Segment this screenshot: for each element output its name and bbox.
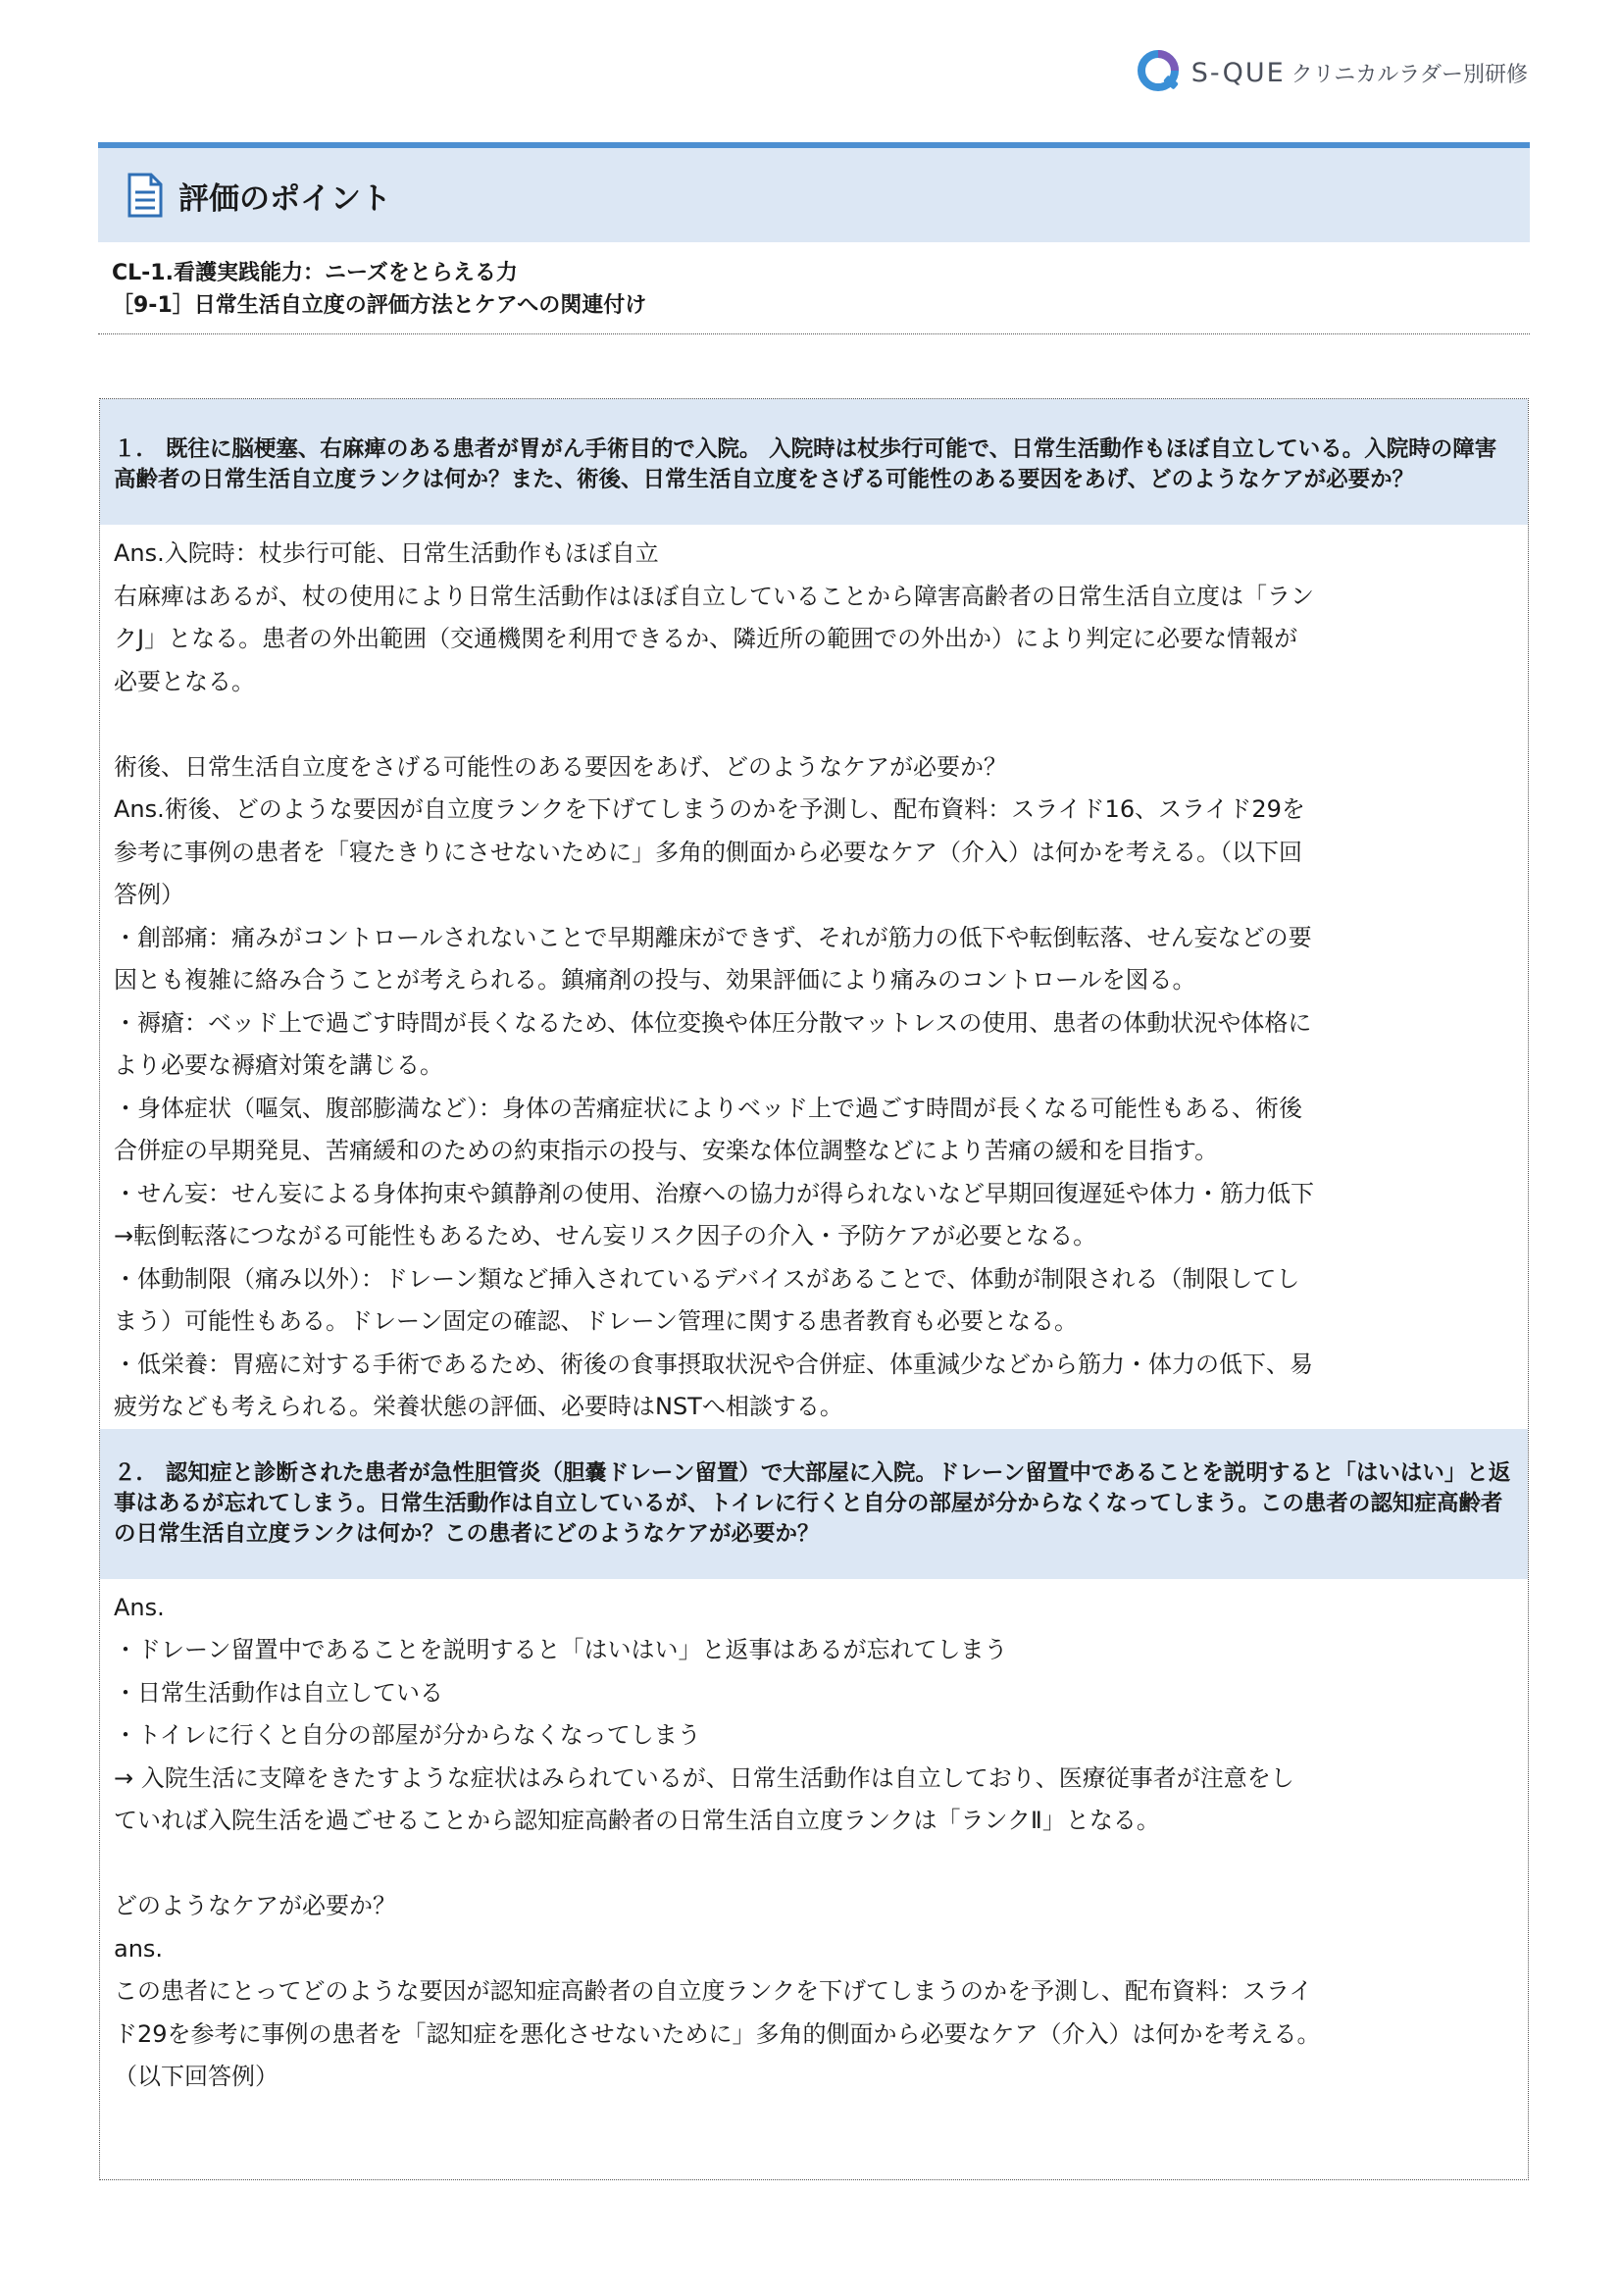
answer-line: 因とも複雑に絡み合うことが考えられる。鎮痛剤の投与、効果評価により痛みのコントロールを図る。 <box>114 966 1196 994</box>
course-line-1: CL-1.看護実践能力：ニーズをとらえる力 <box>112 261 518 285</box>
question-1: １． 既往に脳梗塞、右麻痺のある患者が胃がん手術目的で入院。 入院時は杖歩行可能で、日常生活動作もほぼ自立している。入院時の障害高齢者の日常生活自立度ランクは何か？また、術後、日常生活自立度をさげる可能性のある要因をあげ、どのようなケアが必要か？ <box>100 399 1528 525</box>
answer-line: より必要な褥瘡対策を講じる。 <box>114 1051 443 1079</box>
answer-line: 合併症の早期発見、苦痛緩和のための約束指示の投与、安楽な体位調整などにより苦痛の緩和を目指す。 <box>114 1137 1219 1164</box>
answer-2 <box>100 1579 1528 2099</box>
qa-box <box>99 398 1529 2180</box>
answer-line: 必要となる。 <box>114 667 255 695</box>
answer-line: →転倒転落につながる可能性もあるため、せん妄リスク因子の介入・予防ケアが必要となる。 <box>114 1222 1097 1250</box>
answer-line: 疲労なども考えられる。栄養状態の評価、必要時はNSTへ相談する。 <box>114 1393 843 1420</box>
logo-subtitle: クリニカルラダー別研修 <box>1291 62 1528 87</box>
answer-line: Ans.術後、どのような要因が自立度ランクを下げてしまうのかを予測し、配布資料：スライド16、スライド29を <box>114 795 1305 823</box>
blank-line <box>114 703 1514 746</box>
question-2: ２． 認知症と診断された患者が急性胆管炎（胆嚢ドレーン留置）で大部屋に入院。ドレーン留置中であることを説明すると「はいはい」と返事はあるが忘れてしまう。日常生活動作は自立しているが、トイレに行くと自分の部屋が分からなくなってしまう。この患者の認知症高齢者の日常生活自立度ランクは何か？この患者にどのようなケアが必要か？ <box>100 1429 1528 1579</box>
answer-line: Ans.入院時：杖歩行可能、日常生活動作もほぼ自立 <box>114 539 659 567</box>
section-header <box>98 142 1530 242</box>
answer-line: 参考に事例の患者を「寝たきりにさせないために」多角的側面から必要なケア（介入）は何かを考える。（以下回 <box>114 838 1302 866</box>
blank-line <box>114 1843 1514 1886</box>
answer-line: どのようなケアが必要か？ <box>114 1892 396 1919</box>
answer-line: クJ」となる。患者の外出範囲（交通機関を利用できるか、隣近所の範囲での外出か）により判定に必要な情報が <box>114 625 1298 652</box>
answer-line: ・せん妄：せん妄による身体拘束や鎮静剤の使用、治療への協力が得られないなど早期回復遅延や体力・筋力低下 <box>114 1179 1314 1207</box>
answer-line: 答例） <box>114 881 184 908</box>
divider <box>98 333 1530 334</box>
answer-line: 術後、日常生活自立度をさげる可能性のある要因をあげ、どのようなケアが必要か？ <box>114 752 1008 781</box>
course-info <box>112 257 646 322</box>
page-title: 評価のポイント <box>178 180 391 217</box>
answer-line: ・身体症状（嘔気、腹部膨満など）：身体の苦痛症状によりベッド上で過ごす時間が長くなる可能性もある、術後 <box>114 1094 1302 1122</box>
answer-line: ・低栄養：胃癌に対する手術であるため、術後の食事摂取状況や合併症、体重減少などから筋力・体力の低下、易 <box>114 1350 1314 1378</box>
document-icon <box>127 173 163 218</box>
answer-line: ていれば入院生活を過ごせることから認知症高齢者の日常生活自立度ランクは「ランクⅡ」となる。 <box>114 1807 1160 1834</box>
answer-1 <box>100 525 1528 1429</box>
answer-line: ・創部痛：痛みがコントロールされないことで早期離床ができず、それが筋力の低下や転倒転落、せん妄などの要 <box>114 923 1312 951</box>
answer-line: ・褥瘡：ベッド上で過ごす時間が長くなるため、体位変換や体圧分散マットレスの使用、患者の体動状況や体格に <box>114 1008 1312 1037</box>
course-line-2: ［9-1］日常生活自立度の評価方法とケアへの関連付け <box>112 293 647 318</box>
answer-line: ・ドレーン留置中であることを説明すると「はいはい」と返事はあるが忘れてしまう <box>114 1636 1008 1663</box>
answer-line: ド29を参考に事例の患者を「認知症を悪化させないために」多角的側面から必要なケア（介入）は何かを考える。 <box>114 2019 1321 2048</box>
answer-line: ・トイレに行くと自分の部屋が分からなくなってしまう <box>114 1721 701 1749</box>
answer-line: 右麻痺はあるが、杖の使用により日常生活動作はほぼ自立していることから障害高齢者の日常生活自立度は「ラン <box>114 582 1314 610</box>
answer-line: ・体動制限（痛み以外）：ドレーン類など挿入されているデバイスがあることで、体動が制限される（制限してし <box>114 1264 1300 1293</box>
answer-line: まう）可能性もある。ドレーン固定の確認、ドレーン管理に関する患者教育も必要となる。 <box>114 1307 1079 1335</box>
answer-line: Ans. <box>114 1593 165 1621</box>
answer-line: ans. <box>114 1934 164 1963</box>
logo-brand-text: S-QUE <box>1190 57 1286 88</box>
answer-line: ・日常生活動作は自立している <box>114 1678 443 1707</box>
answer-line: （以下回答例） <box>114 2063 278 2090</box>
answer-line: この患者にとってどのような要因が認知症高齢者の自立度ランクを下げてしまうのかを予測し、配布資料：スライ <box>114 1977 1313 2005</box>
sque-logo-icon <box>1135 47 1186 98</box>
answer-line: → 入院生活に支障をきたすような症状はみられているが、日常生活動作は自立しており、医療従事者が注意をし <box>114 1763 1294 1792</box>
brand-logo <box>1135 47 1528 98</box>
